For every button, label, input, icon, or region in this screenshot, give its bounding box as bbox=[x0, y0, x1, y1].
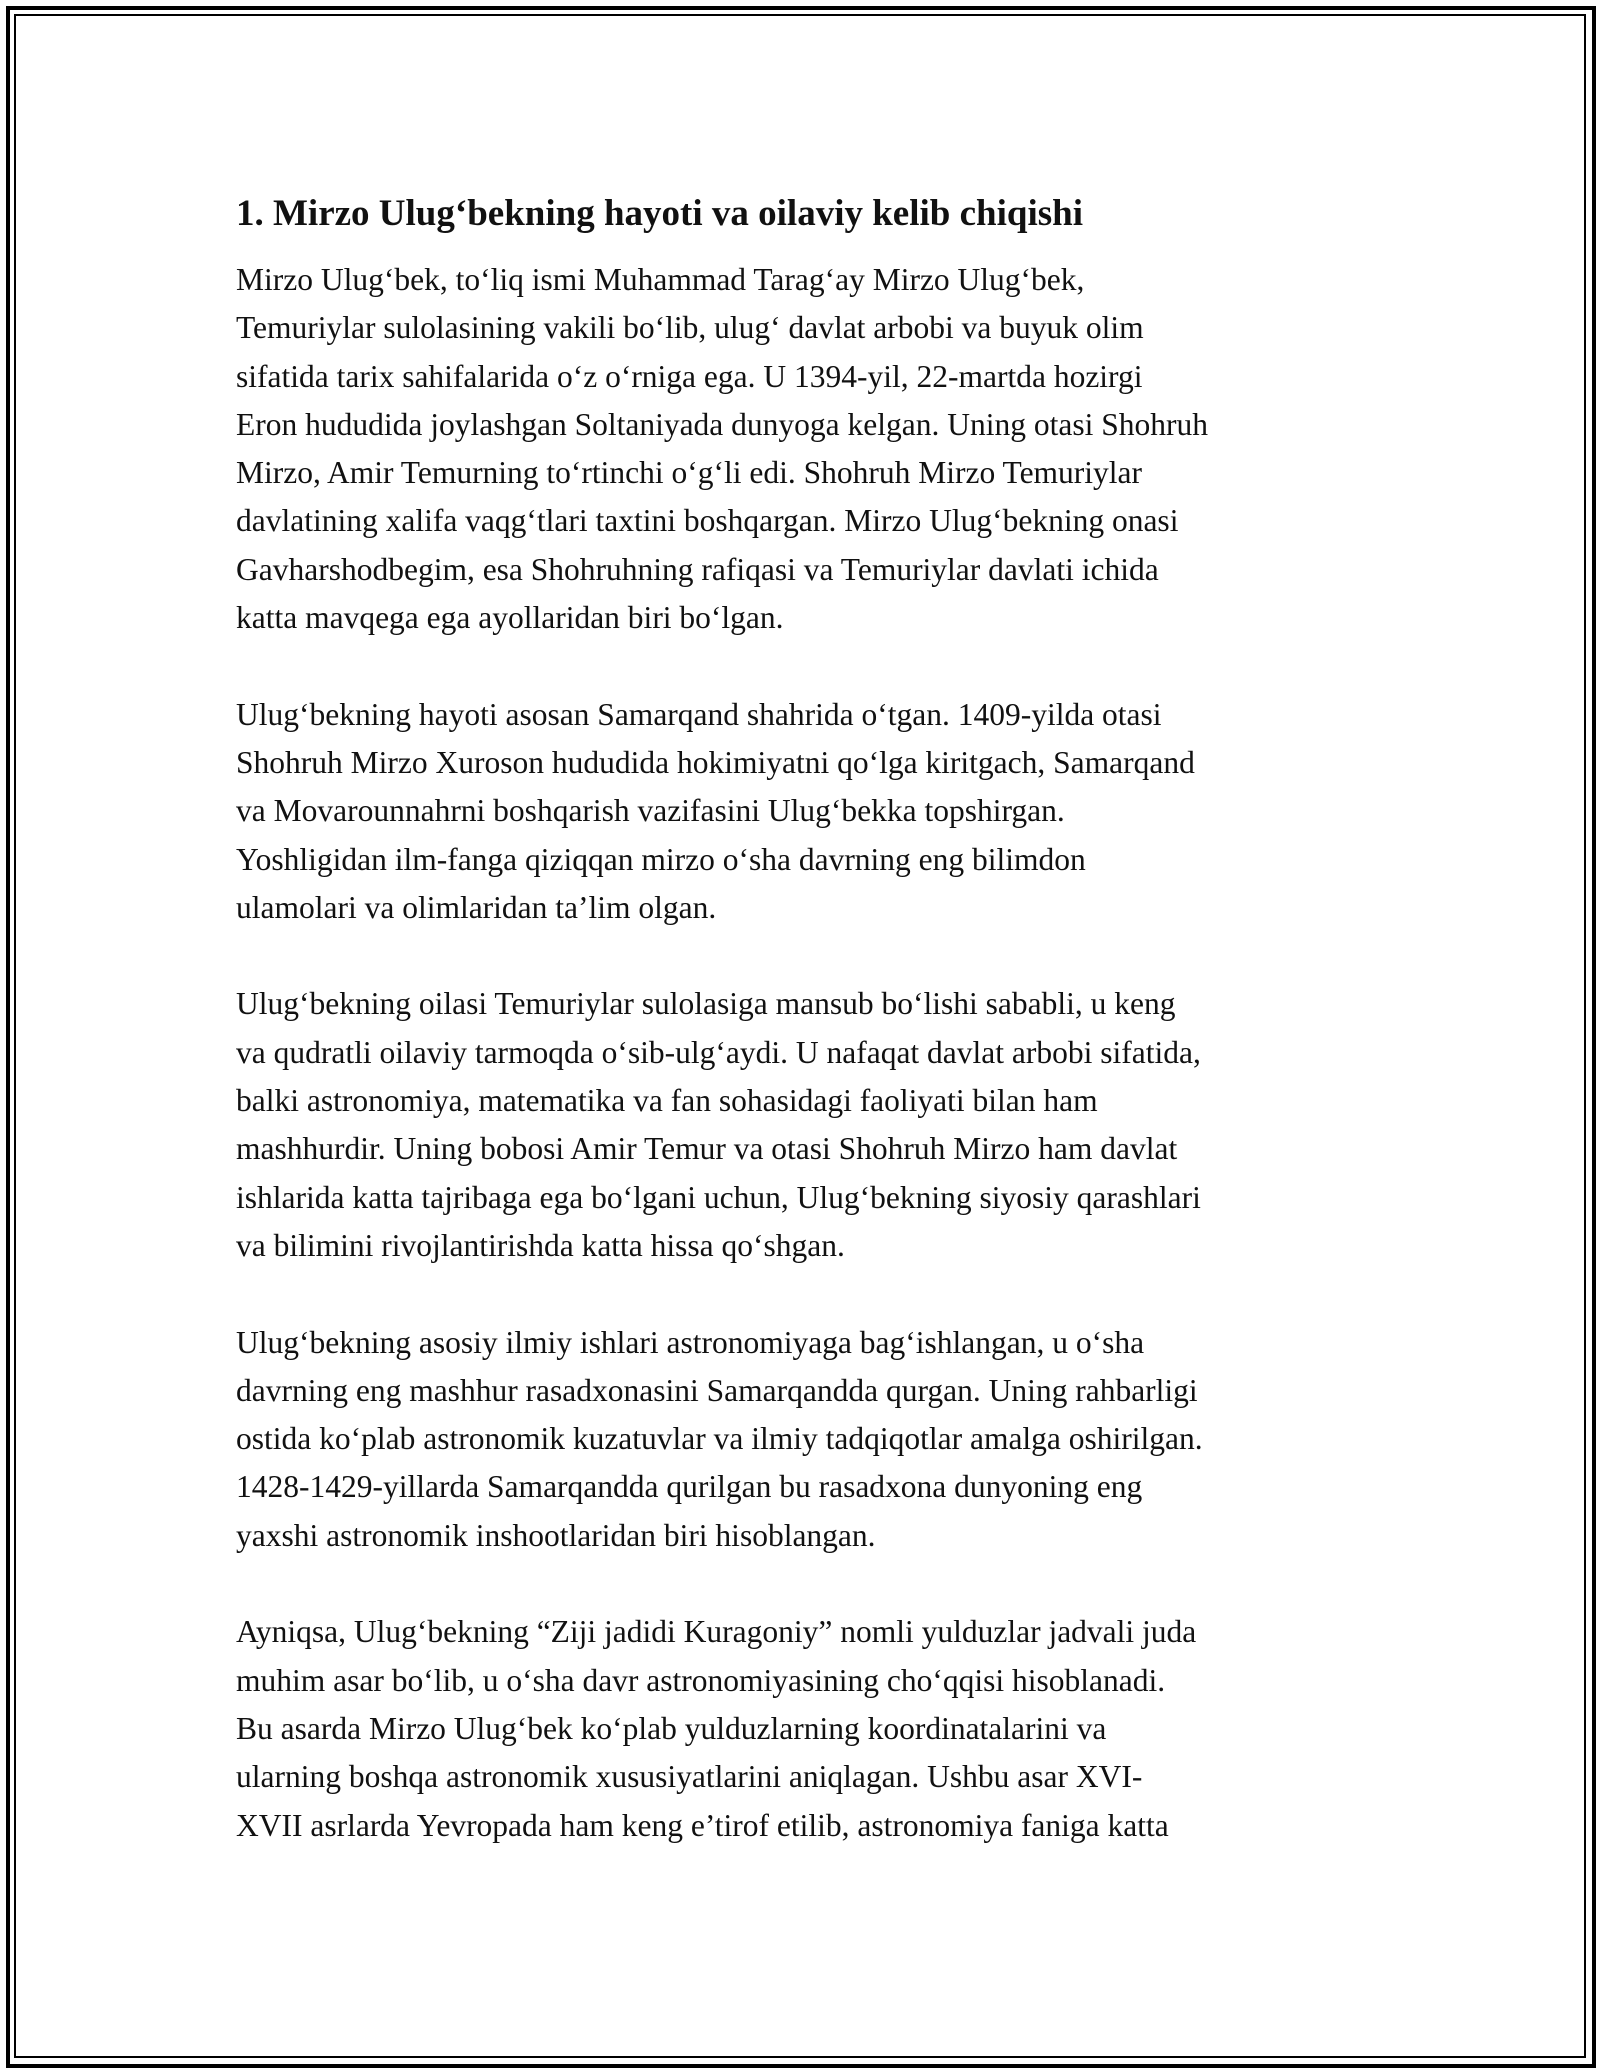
text-line: 1428-1429-yillarda Samarqandda qurilgan bu rasadxona dunyoning eng bbox=[236, 1469, 1143, 1505]
paragraph bbox=[236, 691, 1370, 932]
text-line: va Movarounnahrni boshqarish vazifasini Ulug‘bekka topshirgan. bbox=[236, 793, 1065, 829]
paragraph bbox=[236, 980, 1370, 1270]
text-line: Mirzo, Amir Temurning to‘rtinchi o‘g‘li edi. Shohruh Mirzo Temuriylar bbox=[236, 455, 1143, 491]
text-line: balki astronomiya, matematika va fan sohasidagi faoliyati bilan ham bbox=[236, 1083, 1098, 1119]
text-line: Ulug‘bekning asosiy ilmiy ishlari astronomiyaga bag‘ishlangan, u o‘sha bbox=[236, 1324, 1145, 1360]
text-line: muhim asar bo‘lib, u o‘sha davr astronomiyasining cho‘qqisi hisoblanadi. bbox=[236, 1662, 1166, 1698]
text-line: Ulug‘bekning oilasi Temuriylar sulolasiga mansub bo‘lishi sababli, u keng bbox=[236, 986, 1176, 1022]
text-line: Ayniqsa, Ulug‘bekning “Ziji jadidi Kuragoniy” nomli yulduzlar jadvali juda bbox=[236, 1614, 1197, 1650]
text-line: Ulug‘bekning hayoti asosan Samarqand shahrida o‘tgan. 1409-yilda otasi bbox=[236, 696, 1162, 732]
text-line: Bu asarda Mirzo Ulug‘bek ko‘plab yulduzlarning koordinatalarini va bbox=[236, 1710, 1107, 1746]
paragraph bbox=[236, 1608, 1370, 1849]
text-line: Shohruh Mirzo Xuroson hududida hokimiyatni qo‘lga kiritgach, Samarqand bbox=[236, 744, 1195, 780]
document-body bbox=[236, 186, 1370, 1850]
text-line: davlatining xalifa vaqg‘tlari taxtini boshqargan. Mirzo Ulug‘bekning onasi bbox=[236, 503, 1179, 539]
paragraphs-container bbox=[236, 256, 1370, 1850]
text-line: va qudratli oilaviy tarmoqda o‘sib-ulg‘aydi. U nafaqat davlat arbobi sifatida, bbox=[236, 1034, 1201, 1070]
text-line: ulamolari va olimlaridan ta’lim olgan. bbox=[236, 889, 717, 925]
paragraph bbox=[236, 1319, 1370, 1560]
text-line: Temuriylar sulolasining vakili bo‘lib, ulug‘ davlat arbobi va buyuk olim bbox=[236, 310, 1144, 346]
text-line: ostida ko‘plab astronomik kuzatuvlar va ilmiy tadqiqotlar amalga oshirilgan. bbox=[236, 1421, 1203, 1457]
text-line: va bilimini rivojlantirishda katta hissa qo‘shgan. bbox=[236, 1227, 845, 1263]
text-line: Mirzo Ulug‘bek, to‘liq ismi Muhammad Tarag‘ay Mirzo Ulug‘bek, bbox=[236, 262, 1085, 297]
text-line: yaxshi astronomik inshootlaridan biri hisoblangan. bbox=[236, 1517, 876, 1553]
text-line: Yoshligidan ilm-fanga qiziqqan mirzo o‘sha davrning eng bilimdon bbox=[236, 841, 1086, 877]
text-line: Eron hududida joylashgan Soltaniyada dunyoga kelgan. Uning otasi Shohruh bbox=[236, 406, 1208, 442]
text-line: katta mavqega ega ayollaridan biri bo‘lgan. bbox=[236, 600, 784, 636]
text-line: davrning eng mashhur rasadxonasini Samarqandda qurgan. Uning rahbarligi bbox=[236, 1372, 1198, 1408]
text-line: Gavharshodbegim, esa Shohruhning rafiqasi va Temuriylar davlati ichida bbox=[236, 551, 1159, 587]
text-line: XVII asrlarda Yevropada ham keng e’tirof etilib, astronomiya faniga katta bbox=[236, 1807, 1169, 1843]
text-line: ularning boshqa astronomik xususiyatlarini aniqlagan. Ushbu asar XVI- bbox=[236, 1759, 1143, 1795]
section-heading: 1. Mirzo Ulug‘bekning hayoti va oilaviy kelib chiqishi bbox=[236, 193, 1084, 234]
text-line: sifatida tarix sahifalarida o‘z o‘rniga ega. U 1394-yil, 22-martda hozirgi bbox=[236, 358, 1143, 394]
text-line: ishlarida katta tajribaga ega bo‘lgani uchun, Ulug‘bekning siyosiy qarashlari bbox=[236, 1179, 1201, 1215]
text-line: mashhurdir. Uning bobosi Amir Temur va otasi Shohruh Mirzo ham davlat bbox=[236, 1131, 1178, 1167]
paragraph bbox=[236, 256, 1370, 642]
